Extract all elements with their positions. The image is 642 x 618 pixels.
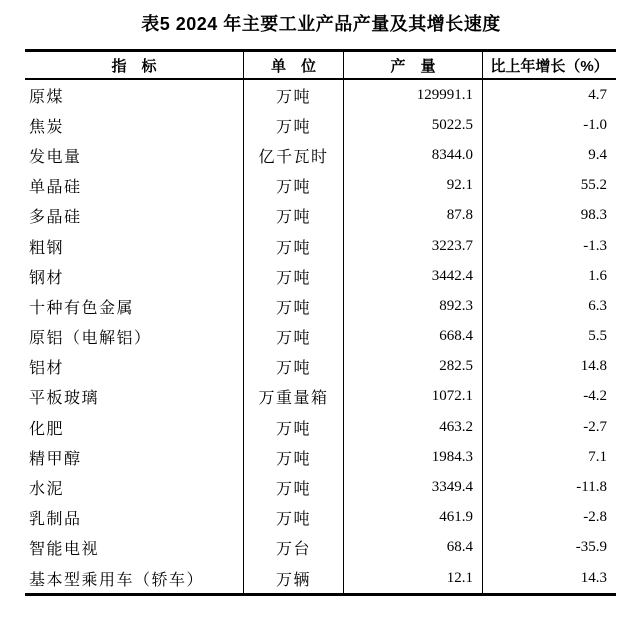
table-row xyxy=(25,261,616,291)
cell-growth: 14.8 xyxy=(482,352,616,382)
cell-unit: 万吨 xyxy=(243,503,343,533)
cell-indicator: 焦炭 xyxy=(29,118,65,136)
cell-growth: -2.8 xyxy=(482,503,616,533)
cell-output: 1984.3 xyxy=(343,442,482,472)
cell-output: 463.2 xyxy=(343,412,482,442)
cell-indicator: 乳制品 xyxy=(29,511,82,529)
cell-output: 3349.4 xyxy=(343,472,482,502)
cell-indicator: 铝材 xyxy=(29,360,65,378)
cell-growth: 7.1 xyxy=(482,442,616,472)
industrial-output-table xyxy=(25,49,616,596)
cell-indicator: 多晶硅 xyxy=(29,209,82,227)
table-body xyxy=(25,80,616,593)
cell-output: 3442.4 xyxy=(343,261,482,291)
cell-indicator: 化肥 xyxy=(29,420,65,438)
cell-output: 668.4 xyxy=(343,322,482,352)
table-row xyxy=(25,352,616,382)
table-row xyxy=(25,533,616,563)
cell-growth: 98.3 xyxy=(482,201,616,231)
cell-growth: -2.7 xyxy=(482,412,616,442)
cell-output: 282.5 xyxy=(343,352,482,382)
cell-growth: 55.2 xyxy=(482,171,616,201)
cell-growth: -35.9 xyxy=(482,533,616,563)
cell-output: 68.4 xyxy=(343,533,482,563)
cell-indicator: 单晶硅 xyxy=(29,179,82,197)
cell-unit: 万台 xyxy=(243,533,343,563)
table-title: 表5 2024 年主要工业产品产量及其增长速度 xyxy=(141,14,501,34)
cell-unit: 万吨 xyxy=(243,110,343,140)
cell-output: 12.1 xyxy=(343,563,482,593)
cell-indicator: 钢材 xyxy=(29,269,65,287)
cell-output: 129991.1 xyxy=(343,80,482,110)
table-header-row xyxy=(25,52,616,80)
table-row xyxy=(25,503,616,533)
cell-output: 8344.0 xyxy=(343,140,482,170)
table-row xyxy=(25,563,616,593)
cell-indicator: 智能电视 xyxy=(29,541,100,559)
cell-unit: 万吨 xyxy=(243,442,343,472)
cell-output: 461.9 xyxy=(343,503,482,533)
cell-output: 5022.5 xyxy=(343,110,482,140)
cell-growth: 9.4 xyxy=(482,140,616,170)
cell-indicator: 精甲醇 xyxy=(29,450,82,468)
header-output: 产 量 xyxy=(343,52,482,78)
table-row xyxy=(25,322,616,352)
table-row xyxy=(25,412,616,442)
cell-unit: 亿千瓦时 xyxy=(243,140,343,170)
cell-growth: 14.3 xyxy=(482,563,616,593)
table-row xyxy=(25,472,616,502)
cell-indicator: 粗钢 xyxy=(29,239,65,257)
table-row xyxy=(25,442,616,472)
cell-indicator: 十种有色金属 xyxy=(29,299,135,317)
cell-indicator: 平板玻璃 xyxy=(29,390,100,408)
cell-unit: 万吨 xyxy=(243,412,343,442)
cell-unit: 万吨 xyxy=(243,291,343,321)
header-unit: 单 位 xyxy=(243,52,343,78)
cell-growth: -1.0 xyxy=(482,110,616,140)
table-row xyxy=(25,201,616,231)
cell-growth: -1.3 xyxy=(482,231,616,261)
table-row xyxy=(25,140,616,170)
header-indicator: 指 标 xyxy=(111,57,157,75)
cell-output: 87.8 xyxy=(343,201,482,231)
cell-unit: 万吨 xyxy=(243,261,343,291)
table-row xyxy=(25,231,616,261)
cell-growth: -11.8 xyxy=(482,472,616,502)
header-growth: 比上年增长（%） xyxy=(482,52,616,78)
cell-output: 92.1 xyxy=(343,171,482,201)
cell-output: 3223.7 xyxy=(343,231,482,261)
cell-indicator: 原铝（电解铝） xyxy=(29,330,152,348)
cell-growth: 5.5 xyxy=(482,322,616,352)
table-row xyxy=(25,382,616,412)
cell-output: 892.3 xyxy=(343,291,482,321)
table-row xyxy=(25,171,616,201)
cell-unit: 万吨 xyxy=(243,352,343,382)
cell-growth: -4.2 xyxy=(482,382,616,412)
cell-indicator: 原煤 xyxy=(29,88,65,106)
table-row xyxy=(25,80,616,110)
cell-output: 1072.1 xyxy=(343,382,482,412)
table-row xyxy=(25,110,616,140)
cell-unit: 万辆 xyxy=(243,563,343,593)
cell-unit: 万吨 xyxy=(243,201,343,231)
cell-growth: 1.6 xyxy=(482,261,616,291)
cell-unit: 万重量箱 xyxy=(243,382,343,412)
cell-indicator: 水泥 xyxy=(29,481,65,499)
cell-indicator: 发电量 xyxy=(29,148,82,166)
table-row xyxy=(25,291,616,321)
cell-unit: 万吨 xyxy=(243,472,343,502)
cell-indicator: 基本型乘用车（轿车） xyxy=(29,571,205,589)
cell-unit: 万吨 xyxy=(243,80,343,110)
cell-unit: 万吨 xyxy=(243,322,343,352)
cell-unit: 万吨 xyxy=(243,171,343,201)
cell-growth: 6.3 xyxy=(482,291,616,321)
cell-unit: 万吨 xyxy=(243,231,343,261)
cell-growth: 4.7 xyxy=(482,80,616,110)
